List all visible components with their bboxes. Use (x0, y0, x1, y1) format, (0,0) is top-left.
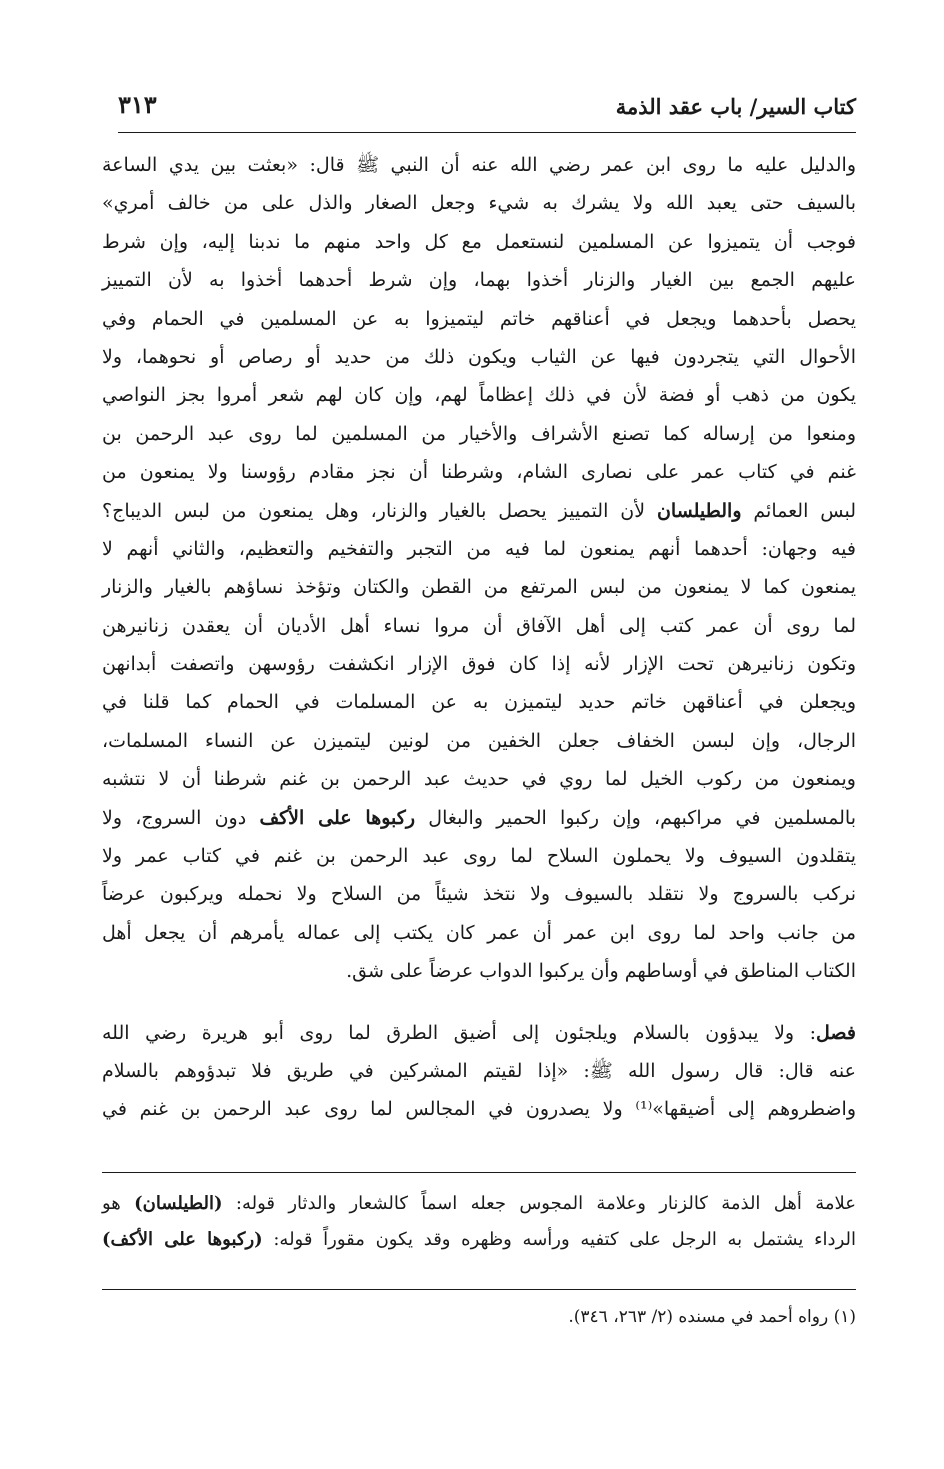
text-line: ومنعوا من إرساله كما تصنع الأشراف والأخيار من المسلمين لما روى عبد الرحمن بن (102, 422, 856, 445)
commentary-keyword: (ركبوها على الأكف) (102, 1229, 263, 1250)
keyword-tailasan: والطيلسان (656, 499, 742, 522)
footnotes (102, 1300, 856, 1334)
commentary-block (102, 1186, 856, 1258)
commentary-line (102, 1186, 856, 1222)
text-run: علامة أهل الذمة كالزنار وعلامة المجوس جعله اسماً كالشعار والدثار قوله: (222, 1193, 856, 1214)
commentary-keyword: (الطيلسان) (134, 1193, 223, 1214)
page-number: ٣١٣ (118, 90, 157, 119)
main-text (102, 146, 856, 1129)
text-line: عليهم الجمع بين الغيار والزنار أخذوا بهما، وإن شرط أحدهما أخذوا به لأن التمييز (102, 269, 856, 292)
text-line (102, 799, 856, 837)
text-run: بالمسلمين في مراكبهم، وإن ركبوا الحمير والبغال (415, 806, 856, 829)
text-run: الرداء يشتمل به الرجل على كتفيه ورأسه وظهره وقد يكون مقوراً قوله: (262, 1229, 856, 1250)
section-first-line (102, 1014, 856, 1052)
section-heading: فصل (816, 1021, 856, 1044)
text-line: الرجال، وإن لبسن الخفاف جعلن الخفين من لونين ليتميزن عن النساء المسلمات، (102, 729, 856, 752)
text-line: ويجعلن في أعناقهن خاتم حديد ليتميزن به عن المسلمات في الحمام كما قلنا في (102, 691, 856, 714)
text-line: من جانب واحد لما روى ابن عمر أن عمر كان يكتب إلى عماله يأمرهم أن يجعل أهل (102, 921, 856, 944)
text-line: ويمنعون من ركوب الخيل لما روي في حديث عبد الرحمن بن غنم شرطنا أن لا نتشبه (102, 768, 856, 791)
text-run: لأن التمييز يحصل بالغيار والزنار، وهل يمنعون من لبس الديباج؟ (102, 499, 657, 522)
text-line: يتقلدون السيوف ولا يحملون السلاح لما روى عبد الرحمن بن غنم في كتاب عمر ولا (102, 845, 856, 868)
commentary-line (102, 1222, 856, 1258)
keyword-rakabuha: ركبوها على الأكف (259, 806, 415, 829)
text-run: هو (102, 1193, 135, 1214)
commentary-divider (102, 1172, 856, 1173)
text-line: يكون من ذهب أو فضة لأن في ذلك إعظاماً لهم، وإن كان لهم شعر أمروا بجز النواصي (102, 384, 856, 407)
running-title: كتاب السير/ باب عقد الذمة (615, 94, 856, 119)
text-line: نركب بالسروج ولا نتقلد بالسيوف ولا نتخذ شيئاً من السلاح ولا نحمله ويركبون عرضاً (102, 883, 856, 906)
text-line: وتكون زنانيرهن تحت الإزار لأنه إذا كان فوق الإزار انكشفت رؤوسهن واتصفت أبدانهن (102, 653, 856, 676)
text-line: لما روى أن عمر كتب إلى أهل الآفاق أن مروا نساء أهل الأديان أن يعقدن زنانيرهن (102, 614, 856, 637)
text-line: بالسيف حتى يعبد الله ولا يشرك به شيء وجعل الصغار والذل على من خالف أمري» (102, 192, 856, 215)
text-line: الكتاب المناطق في أوساطهم وأن يركبوا الدواب عرضاً على شق. (346, 960, 856, 983)
page-header (118, 92, 856, 133)
text-line: عنه قال: قال رسول الله ﷺ: «إذا لقيتم المشركين في طريق فلا تبدؤوهم بالسلام (102, 1059, 856, 1082)
text-line: فيه وجهان: أحدهما أنهم يمنعون لما فيه من التجبر والتفخيم والتعظيم، والثاني أنهم لا (102, 537, 856, 560)
text-run: دون السروج، ولا (102, 806, 260, 829)
text-run: : ولا يبدؤون بالسلام ويلجئون إلى أضيق الطرق لما روى أبو هريرة رضي الله (102, 1021, 817, 1044)
text-line: غنم في كتاب عمر على نصارى الشام، وشرطنا أن نجز مقادم رؤوسنا ولا يمنعون من (102, 461, 856, 484)
text-line: الأحوال التي يتجردون فيها عن الثياب ويكون ذلك من حديد أو رصاص أو نحوهما، ولا (102, 345, 856, 368)
text-line: يمنعون كما لا يمنعون من لبس المرتفع من القطن والكتان وتؤخذ نساؤهم بالغيار والزنار (102, 576, 856, 599)
text-run: لبس العمائم (741, 499, 856, 522)
footnote: (١) رواه أحمد في مسنده (٢/ ٢٦٣، ٣٤٦). (568, 1307, 856, 1327)
footnote-divider (102, 1289, 856, 1290)
text-line: واضطروهم إلى أضيقها»⁽¹⁾ ولا يصدرون في المجالس لما روى عبد الرحمن بن غنم في (102, 1098, 856, 1121)
text-line: يحصل بأحدهما ويجعل في أعناقهم خاتم ليتميزوا به عن المسلمين في الحمام وفي (102, 307, 856, 330)
text-line: فوجب أن يتميزوا عن المسلمين لنستعمل مع كل واحد منهم ما ندبنا إليه، وإن شرط (102, 230, 856, 253)
text-line (102, 492, 856, 530)
text-line: والدليل عليه ما روى ابن عمر رضي الله عنه أن النبي ﷺ قال: «بعثت بين يدي الساعة (102, 154, 856, 176)
